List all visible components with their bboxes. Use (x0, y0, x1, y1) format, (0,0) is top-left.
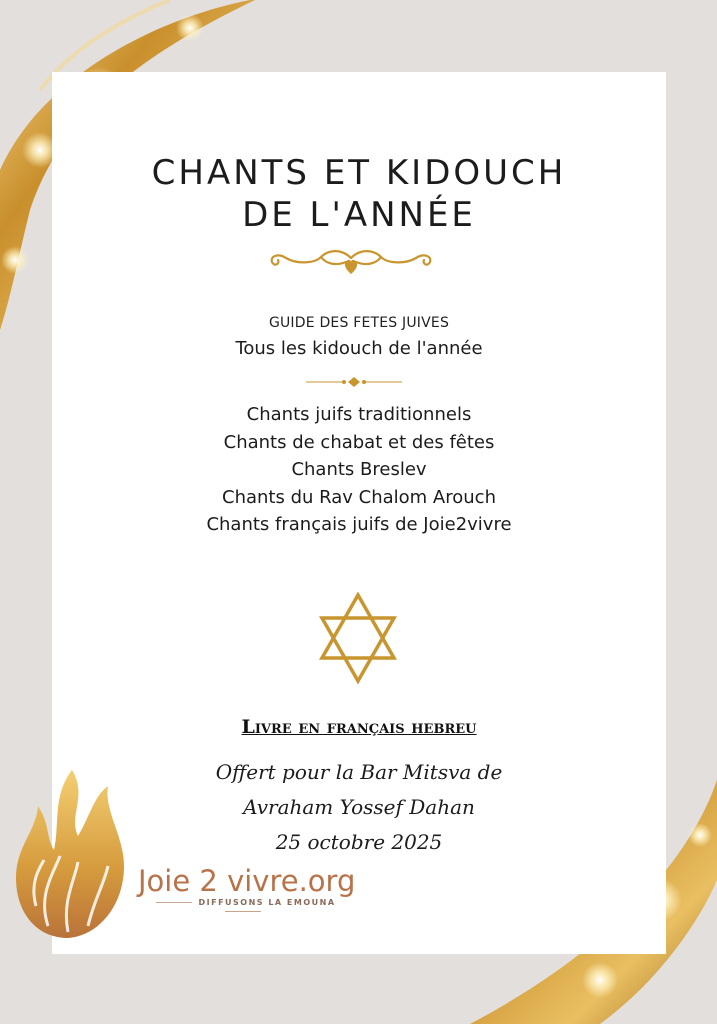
list-item: Chants Breslev (291, 459, 427, 480)
flame-logo-icon (8, 766, 138, 946)
list-item: Chants juifs traditionnels (246, 404, 472, 425)
dedication-line-1: Offert pour la Bar Mitsva de (215, 760, 503, 784)
page-title (52, 152, 666, 236)
list-item: Chants français juifs de Joie2vivre (206, 514, 512, 535)
ornamental-divider-icon (306, 375, 402, 389)
star-of-david-icon (318, 592, 398, 684)
logo-tagline: DIFFUSONS LA EMOUNA (138, 898, 348, 916)
joie2vivre-logo (8, 766, 358, 946)
list-item: Chants de chabat et des fêtes (223, 431, 495, 453)
guide-label: GUIDE DES FETES JUIVES (268, 315, 450, 331)
ornamental-flourish-icon (266, 244, 436, 276)
title-line-2: DE L'ANNÉE (242, 195, 476, 235)
title-line-1: CHANTS ET KIDOUCH (151, 153, 567, 193)
logo-wordmark: Joie 2 vivre.org (138, 864, 356, 898)
dedication-line-3: 25 octobre 2025 (275, 830, 443, 854)
songs-list (52, 401, 666, 539)
list-item: Chants du Rav Chalom Arouch (222, 486, 496, 508)
book-language-label: Livre en français hebreu (241, 716, 477, 738)
dedication-line-2: Avraham Yossef Dahan (243, 795, 475, 819)
subtitle: Tous les kidouch de l'année (235, 338, 483, 359)
